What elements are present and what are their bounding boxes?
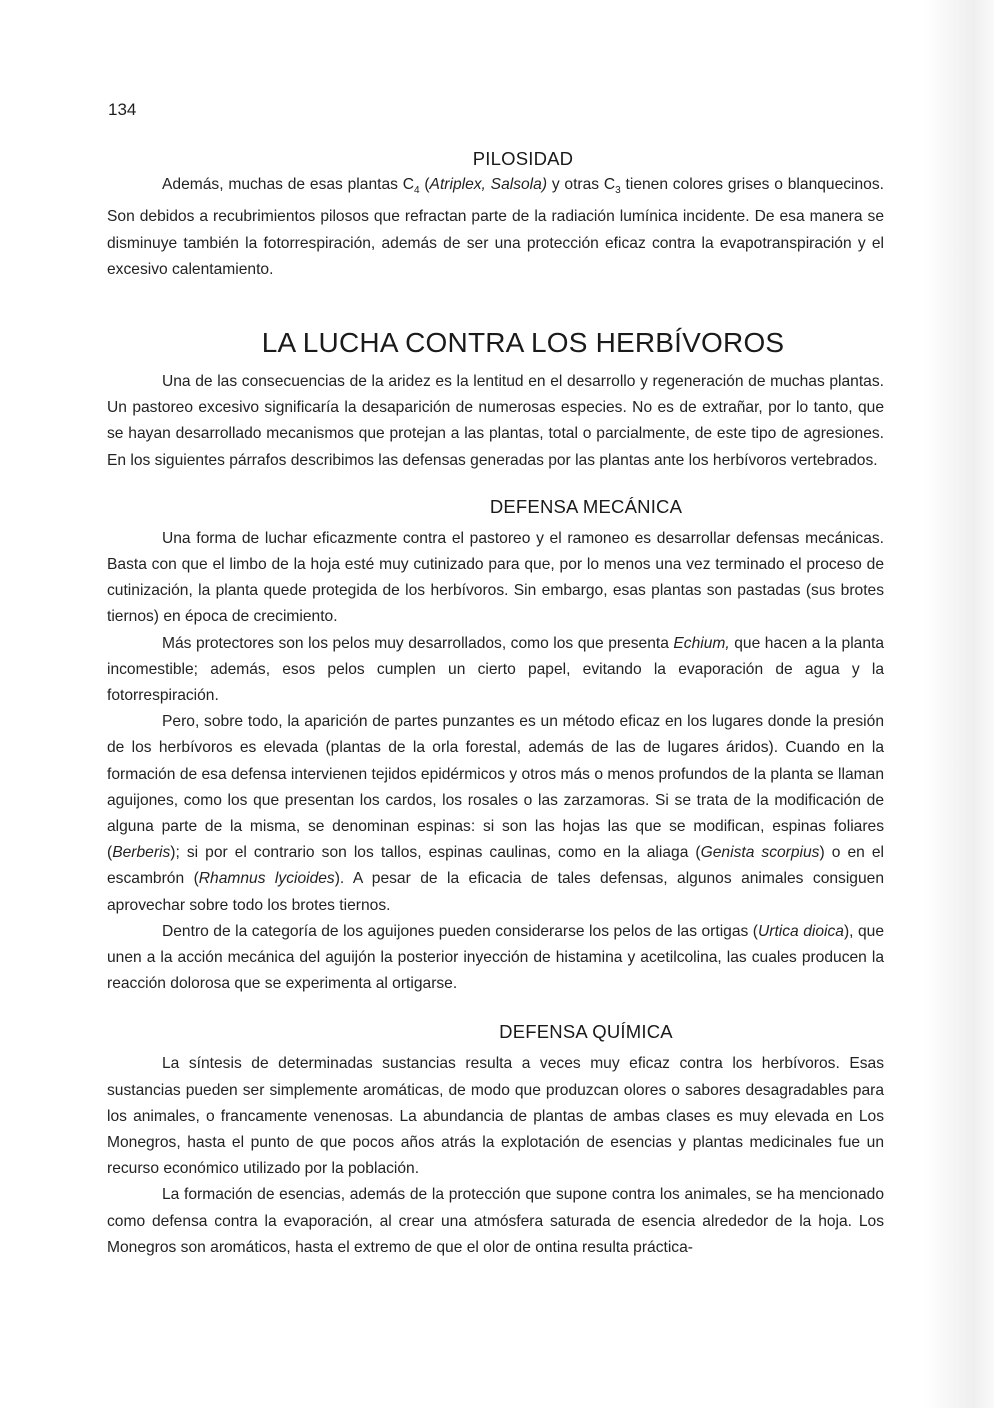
heading-lucha-herbivoros: LA LUCHA CONTRA LOS HERBÍVOROS (261, 326, 785, 358)
heading-defensa-mecanica: DEFENSA MECÁNICA (489, 495, 683, 517)
paragraph-lucha-1: Una de las consecuencias de la aridez es la lentitud en el desarrollo y regeneración de muchas plantas. Un pastoreo excesivo significaría la desaparición de numerosas especies. No es de extrañar, por lo tanto, que se hayan desarrollado mecanismos que protejan a las plantas, total o parcialmente, de este tipo de agresiones. En los siguientes párrafos describimos las defensas generadas por las plantas ante los herbívoros vertebrados. (107, 372, 884, 469)
page-number: 134 (108, 100, 137, 119)
heading-defensa-quimica: DEFENSA QUÍMICA (499, 1021, 673, 1043)
paragraph-quimica-1: La síntesis de determinadas sustancias resulta a veces muy eficaz contra los herbívoros. Esas sustancias pueden ser simplemente aromáticas, de modo que produzcan olores o sabores desagradables para los animales, o francamente venenosas. La abundancia de plantas de ambas clases es muy elevada en Los Monegros, hasta el punto de que pocos años atrás la explotación de esencias y plantas medicinales fue un recurso económico utilizado por la población. (107, 1055, 884, 1178)
paragraph-mecanica-4: Dentro de la categoría de los aguijones pueden considerarse los pelos de las ortigas (Urtica dioica), que unen a la acción mecánica del aguijón la posterior inyección de histamina y acetilcolina, las cuales producen la reacción dolorosa que se experimenta al ortigarse. (107, 922, 885, 993)
paragraph-mecanica-2: Más protectores son los pelos muy desarrollados, como los que presenta Echium, que hacen a la planta incomestible; además, esos pelos cumplen un cierto papel, evitando la evaporación de agua y la fotorrespiración. (107, 634, 885, 704)
paragraph-mecanica-3: Pero, sobre todo, la aparición de partes punzantes es un método eficaz en los lugares donde la presión de los herbívoros es elevada (plantas de la orla forestal, además de las de lugares áridos). Cuando en la formación de esa defensa intervienen tejidos epidérmicos y otros más o menos profundos de la planta se llaman aguijones, como los que presentan los cardos, los rosales o las zarzamoras. Si se trata de la modificación de alguna parte de la misma, se denominan espinas: si son las hojas las que se modifican, espinas foliares (Berberis); si por el contrario son los tallos, espinas caulinas, como en la aliaga (Genista scorpius) o en el escambrón (Rhamnus lycioides). A pesar de la eficacia de tales defensas, algunos animales consiguen aprovechar sobre todo los brotes tiernos. (107, 713, 884, 914)
paragraph-quimica-2: La formación de esencias, además de la protección que supone contra los animales, se ha mencionado como defensa contra la evaporación, al crear una atmósfera saturada de esencia alrededor de la hoja. Los Monegros son aromáticos, hasta el extremo de que el olor de ontina resulta práctica- (107, 1186, 884, 1256)
paragraph-pilosidad-1: Además, muchas de esas plantas $C_4$ (Atriplex, Salsola) y otras $C_3$ tienen colores grises o blanquecinos. Son debidos a recubrimientos pilosos que refractan parte de la radiación lumínica incidente. De esa manera se disminuye también la fotorrespiración, además de ser una protección eficaz contra la evapotranspiración y el excesivo calentamiento. (107, 176, 884, 278)
heading-pilosidad: PILOSIDAD (472, 148, 574, 169)
page-edge-shadow (924, 0, 994, 1408)
page-content (107, 148, 885, 1261)
paragraph-mecanica-1: Una forma de luchar eficazmente contra el pastoreo y el ramoneo es desarrollar defensas mecánicas. Basta con que el limbo de la hoja esté muy cutinizado para que, por lo menos una vez terminado el proceso de cutinización, la planta quede protegida de los herbívoros. Sin embargo, esas plantas son pastadas (sus brotes tiernos) en época de crecimiento. (107, 529, 884, 626)
